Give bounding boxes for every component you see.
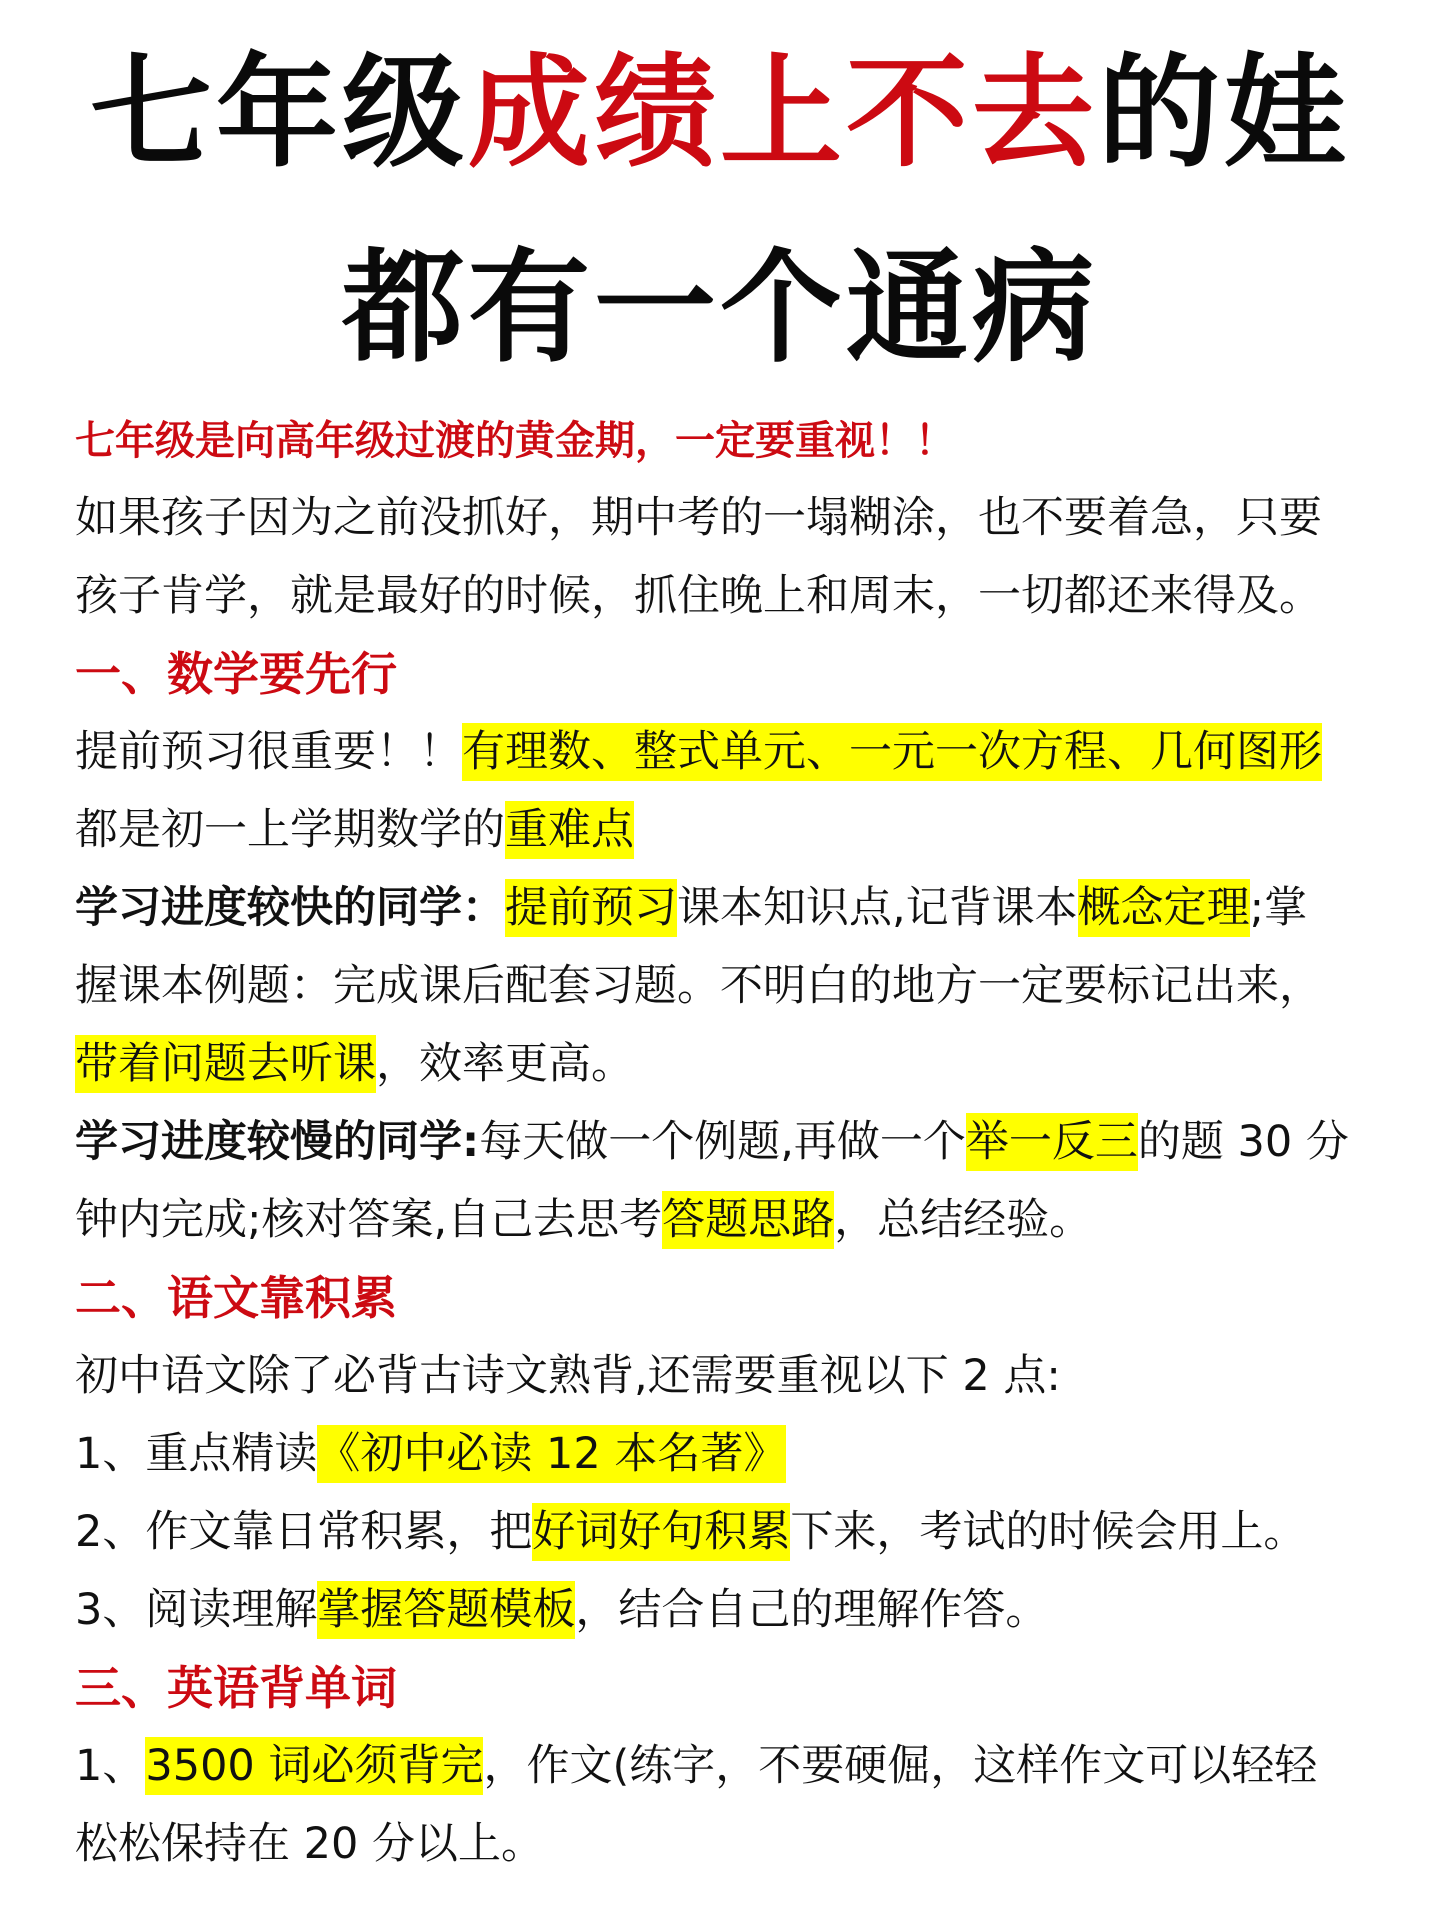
math-line <box>75 791 1375 869</box>
text: ，总结经验。 <box>834 1195 1093 1245</box>
math-slow-line <box>75 1181 1375 1259</box>
headline-red-text: 成绩上不去 <box>468 42 1098 184</box>
highlighted-text: 答题思路 <box>662 1191 834 1249</box>
highlighted-text: 《初中必读 12 本名著》 <box>317 1425 786 1483</box>
math-fast-line <box>75 869 1375 947</box>
highlighted-text: 好词好句积累 <box>532 1503 790 1561</box>
text: 钟内完成;核对答案,自己去思考 <box>75 1195 663 1245</box>
highlighted-text: 概念定理 <box>1078 879 1250 937</box>
text: 下来，考试的时候会用上。 <box>790 1507 1307 1557</box>
headline-black-text: 七年级 <box>90 42 468 184</box>
highlighted-text: 有理数、整式单元、一元一次方程、几何图形 <box>462 723 1322 781</box>
bold-label: 学习进度较快的同学： <box>75 883 505 933</box>
highlighted-text: 提前预习 <box>505 879 677 937</box>
highlighted-text: 掌握答题模板 <box>317 1581 575 1639</box>
text: 的题 30 分 <box>1137 1117 1349 1167</box>
highlighted-text: 重难点 <box>505 801 634 859</box>
chinese-item-1 <box>75 1415 1375 1493</box>
chinese-item-3 <box>75 1571 1375 1649</box>
math-fast-line: 握课本例题：完成课后配套习题。不明白的地方一定要标记出来， <box>75 961 1322 1011</box>
intro-paragraph-line: 如果孩子因为之前没抓好，期中考的一塌糊涂，也不要着急，只要 <box>75 493 1322 543</box>
text: 3、阅读理解 <box>75 1585 318 1635</box>
text: ，结合自己的理解作答。 <box>575 1585 1049 1635</box>
intro-paragraph-line: 孩子肯学，就是最好的时候，抓住晚上和周末，一切都还来得及。 <box>75 571 1322 621</box>
headline-black-text: 的娃 <box>1098 42 1350 184</box>
headline-line-2: 都有一个通病 <box>342 237 1098 379</box>
bold-label: 学习进度较慢的同学: <box>75 1117 480 1167</box>
section-heading-english: 三、英语背单词 <box>75 1661 397 1715</box>
text: 课本知识点,记背课本 <box>677 883 1078 933</box>
math-line <box>75 713 1375 791</box>
chinese-item-2 <box>75 1493 1375 1571</box>
section-heading-math: 一、数学要先行 <box>75 647 397 701</box>
text: ;掌 <box>1249 883 1308 933</box>
text: ，作文(练字，不要硬倔，这样作文可以轻轻 <box>483 1741 1318 1791</box>
text: 提前预习很重要！！ <box>75 727 462 777</box>
intro-subtitle: 七年级是向高年级过渡的黄金期，一定要重视！！ <box>75 418 955 464</box>
text: ，效率更高。 <box>376 1039 634 1089</box>
highlighted-text: 举一反三 <box>966 1113 1138 1171</box>
math-slow-line <box>75 1103 1375 1181</box>
text: 1、 <box>75 1741 146 1791</box>
english-item-1-cont: 松松保持在 20 分以上。 <box>75 1819 545 1869</box>
chinese-intro: 初中语文除了必背古诗文熟背,还需要重视以下 2 点: <box>75 1351 1061 1401</box>
english-item-1 <box>75 1727 1375 1805</box>
highlighted-text: 3500 词必须背完 <box>145 1737 483 1795</box>
highlighted-text: 带着问题去听课 <box>75 1035 376 1093</box>
text: 1、重点精读 <box>75 1429 318 1479</box>
math-fast-line <box>75 1025 1375 1103</box>
text: 每天做一个例题,再做一个 <box>479 1117 966 1167</box>
headline-line-1 <box>0 42 1440 184</box>
section-heading-chinese: 二、语文靠积累 <box>75 1271 397 1325</box>
text: 都是初一上学期数学的 <box>75 805 505 855</box>
text: 2、作文靠日常积累，把 <box>75 1507 533 1557</box>
